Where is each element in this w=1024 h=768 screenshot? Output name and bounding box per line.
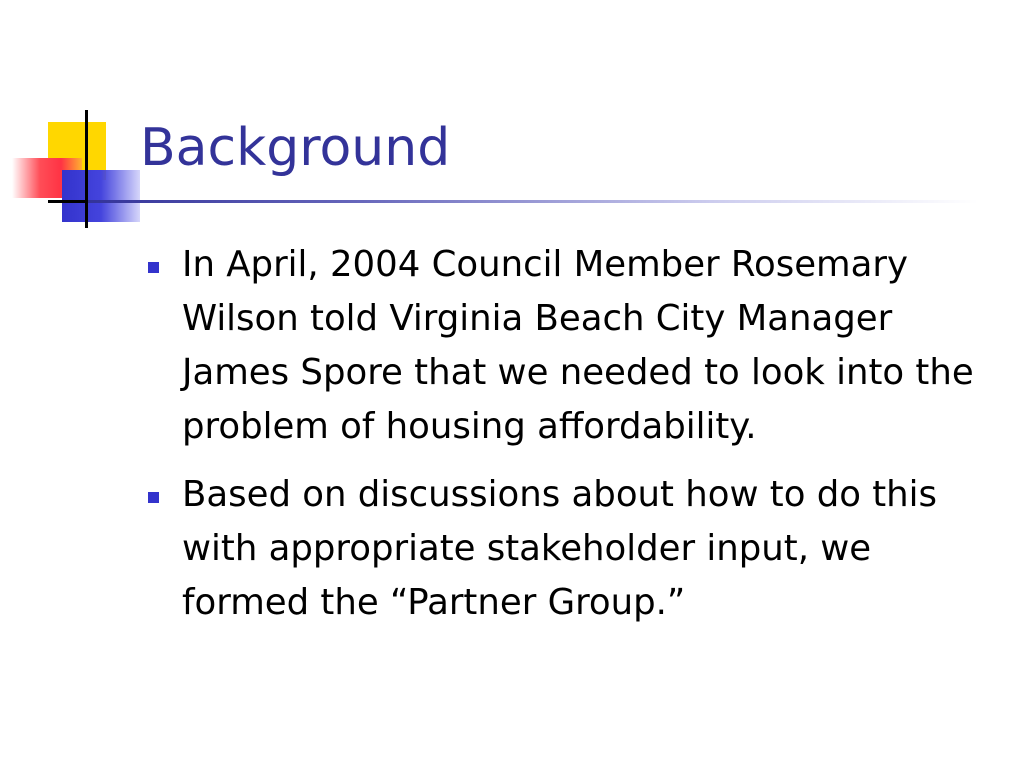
bullet-item	[140, 468, 990, 630]
square-bullet-icon	[148, 492, 159, 503]
bullet-item	[140, 238, 990, 454]
bullet-text: Based on discussions about how to do this with appropriate stakeholder input, we formed the “Partner Group.”	[182, 474, 938, 623]
bullet-text: In April, 2004 Council Member Rosemary Wilson told Virginia Beach City Manager James Spore that we needed to look into the problem of housing affordability.	[182, 244, 974, 447]
vertical-line	[85, 110, 88, 228]
blue-square	[62, 170, 140, 222]
corner-ornament	[0, 0, 150, 240]
title-underline	[88, 200, 978, 203]
slide-title: Background	[140, 118, 451, 178]
square-bullet-icon	[148, 262, 159, 273]
bullet-list	[140, 238, 990, 644]
